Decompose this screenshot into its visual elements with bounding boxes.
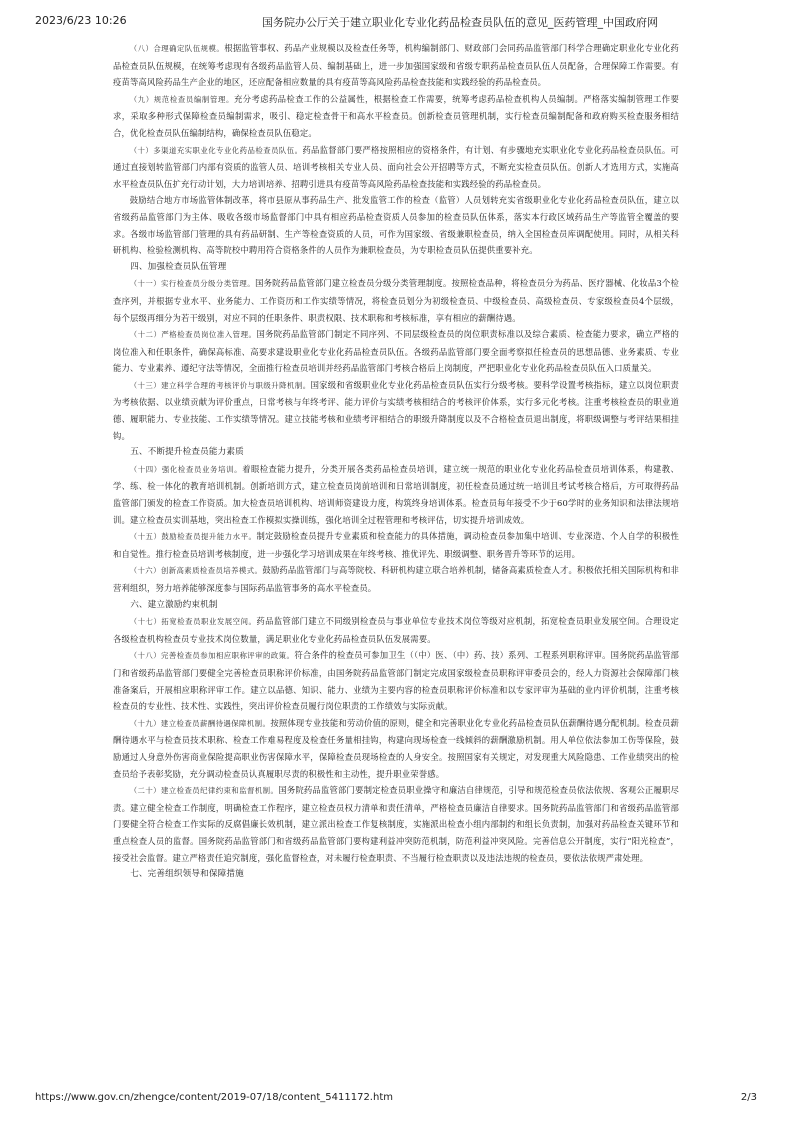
paragraph-text: 国务院药品监管部门制定不同序列、不同层级检查员的岗位职责标准以及综合素质、检查能力要求，确立严格的岗位准入和任职条件，确保高标准、高要求建设职业化专业化药品检查员队伍。各级药品监管部门要全面考察拟任检查员的思想品德、业务素质、专业能力、专业素养、遵纪守法等情况，全面推行检查员培训并经药品监管部门考核合格后上岗制度，严把职业化专业化药品检查员队伍入口质量关。: [113, 329, 679, 374]
paragraph: [113, 613, 679, 647]
paragraph: [113, 782, 679, 866]
paragraph: [113, 40, 679, 91]
paragraph: [113, 192, 679, 258]
section-heading: [113, 259, 679, 276]
document-body: [113, 40, 679, 1080]
section-heading: [113, 444, 679, 461]
paragraph-text: 七、完善组织领导和保障措施: [130, 869, 244, 880]
paragraph: [113, 715, 679, 782]
paragraph: [113, 647, 679, 714]
paragraph: [113, 528, 679, 562]
paragraph-text: 国务院药品监管部门要制定检查员职业操守和廉洁自律规范，引导和规范检查员依法依规、客观公正履职尽责。建立健全检查工作制度，明确检查工作程序，建立检查员权力清单和责任清单，严格检查员廉洁自律要求。国务院药品监管部门和省级药品监管部门要健全符合检查工作实际的反腐倡廉长效机制，建立派出检查工作复核制度，实施派出检查小组内部制约和组长负责制，加强对药品检查关键环节和重点检查人员的监督。国务院药品监管部门和省级药品监管部门要构建利益冲突防范机制，防范利益冲突风险。完善信息公开制度，实行“阳光检查”，接受社会监督。建立严格责任追究制度，强化监督检查，对未履行检查职责、不当履行检查职责以及违法违规的检查员，要依法依规严肃处理。: [113, 785, 679, 863]
paragraph-text: 国家级和省级职业化专业化药品检查员队伍实行分级考核。要科学设置考核指标，建立以岗位职责为考核依据、以业绩贡献为评价重点，日常考核与年终考评、能力评价与实绩考核相结合的考核评价体系，实行多元化考核。注重考核检查员的职业道德、履职能力、专业技能、工作实绩等情况。建立技能考核和业绩考评相结合的职级升降制度以及不合格检查员退出制度，将职级调整与考评结果相挂钩。: [113, 379, 679, 441]
paragraph-text: 着眼检查能力提升，分类开展各类药品检查员培训，建立统一规范的职业化专业化药品检查员培训体系，构建教、学、练、检一体化的教育培训机制。创新培训方式，建立检查员岗前培训和日常培训制度，初任检查员通过统一培训且考试考核合格后，方可取得药品监管部门颁发的检查工作资质。加大检查员培训机构、培训师资建设力度，构筑终身培训体系。检查员每年接受不少于60学时的业务知识和法律法规培训。建立检查员实训基地，突出检查工作模拟实操训练，强化培训全过程管理和考核评估，切实提升培训成效。: [113, 463, 679, 525]
paragraph-text: 制定鼓励检查员提升专业素质和检查能力的具体措施，调动检查员参加集中培训、专业深造、个人自学的积极性和自觉性。推行检查员培训考核制度，进一步强化学习培训成果在年终考核、推优评先、职级调整、职务晋升等环节的运用。: [113, 531, 679, 559]
paragraph: [113, 275, 679, 326]
paragraph-text: 充分考虑药品检查工作的公益属性，根据检查工作需要，统筹考虑药品检查机构人员编制。严格落实编制管理工作要求，采取多种形式保障检查员编制需求，吸引、稳定检查骨干和高水平检查员。创新检查员管理机制，实行检查员编制配备和政府购买检查服务相结合，优化检查员队伍编制结构，确保检查员队伍稳定。: [113, 93, 679, 138]
paragraph-text: 四、加强检查员队伍管理: [130, 261, 227, 272]
paragraph-lead: （九）规范检查员编制管理。: [129, 94, 235, 104]
paragraph-text: 五、不断提升检查员能力素质: [130, 447, 244, 458]
paragraph-text: 鼓励结合地方市场监管体制改革，将市县原从事药品生产、批发监管工作的检查（监管）人员划转充实省级职业化专业化药品检查员队伍，建立以省级药品监管部门为主体、吸收各级市场监督部门中具有相应药品检查资质人员参加的检查员队伍体系，落实本行政区域药品生产等监管全覆盖的要求。各级市场监管部门管理的具有药品研制、生产等检查资质的人员，可作为国家级、省级兼职检查员，纳入全国检查员库调配使用。同时，从相关科研机构、检验检测机构、高等院校中聘用符合资格条件的人员作为兼职检查员，为专职检查员队伍提供重要补充。: [113, 195, 679, 256]
paragraph-text: 药品监督部门要严格按照相应的资格条件，有计划、有步骤地充实职业化专业化药品检查员队伍。可通过直接划转监管部门内部有资质的监管人员、培训考核相关专业人员、面向社会公开招聘等方式，不断充实检查员队伍。创新人才选用方式，实施高水平检查员队伍扩充行动计划，大力培训培养、招聘引进具有疫苗等高风险药品检查技能和实践经验的药品检查员。: [113, 144, 679, 189]
page-title: 国务院办公厅关于建立职业化专业化药品检查员队伍的意见_医药管理_中国政府网: [262, 16, 658, 29]
page-url[interactable]: https://www.gov.cn/zhengce/content/2019-07/18/content_5411172.htm: [35, 1092, 393, 1103]
paragraph: [113, 326, 679, 377]
paragraph: [113, 142, 679, 193]
paragraph: [113, 562, 679, 596]
paragraph-lead: （十九）建立检查员薪酬待遇保障机制。: [129, 718, 271, 728]
paragraph-text: 根据监管事权、药品产业规模以及检查任务等，机构编制部门、财政部门会同药品监管部门科学合理确定职业化专业化药品检查员队伍规模，在统筹考虑现有各级药品监管人员、编制基础上，进一步加强国家级和省级专职药品检查员队伍人员配备，合理保障工作需要。有疫苗等高风险药品生产企业的地区，还应配备相应数量的具有疫苗等高风险药品检查技能和实践经验的药品检查员。: [113, 43, 679, 88]
section-heading: [113, 866, 679, 883]
paragraph-lead: （十一）实行检查员分级分类管理。: [129, 279, 256, 289]
paragraph-text: 药品监管部门建立不同级别检查员与事业单位专业技术岗位等级对应机制，拓宽检查员职业发展空间。合理设定各级检查机构检查员专业技术岗位数量，满足职业化专业化药品检查员队伍发展需要。: [113, 616, 679, 644]
paragraph-lead: （十八）完善检查员参加相应职称评审的政策。: [129, 651, 295, 661]
paragraph-text: 国务院药品监管部门建立检查员分级分类管理制度。按照检查品种，将检查员分为药品、医疗器械、化妆品3个检查序列，并根据专业水平、业务能力、工作资历和工作实绩等情况，将检查员划分为初级检查员、中级检查员、高级检查员、专家级检查员4个层级，每个层级再细分为若干级别，对应不同的任职条件、职责权限、技术职称和考核标准，享有相应的薪酬待遇。: [113, 278, 679, 323]
page-number: 2/3: [740, 1092, 757, 1103]
paragraph-lead: （十六）创新高素质检查员培养模式。: [129, 566, 263, 576]
paragraph: [113, 461, 679, 528]
paragraph-lead: （十二）严格检查员岗位准入管理。: [129, 330, 257, 340]
paragraph-text: 符合条件的检查员可参加卫生（（中）医、（中）药、技）系列、工程系列职称评审。国务院药品监管部门和省级药品监管部门要健全完善检查员职称评价标准，由国务院药品监管部门制定完成国家级检查员职称评审委员会的，经人力资源社会保障部门核准备案后，开展相应职称评审工作。建立以品德、知识、能力、业绩为主要内容的检查员职称评价标准和以专家评审为基础的业内评价机制，注重考核检查员的专业性、技术性、实践性，突出评价检查员履行岗位职责的工作绩效与实际贡献。: [113, 650, 679, 712]
print-datetime: 2023/6/23 10:26: [35, 14, 127, 27]
paragraph-lead: （十四）强化检查员业务培训。: [129, 464, 243, 474]
paragraph-lead: （八）合理确定队伍规模。: [129, 44, 225, 53]
paragraph-lead: （十七）拓宽检查员职业发展空间。: [129, 617, 257, 627]
paragraph-lead: （二十）建立检查员纪律约束和监督机制。: [129, 786, 279, 796]
paragraph-lead: （十三）建立科学合理的考核评价与职级升降机制。: [129, 380, 311, 390]
section-heading: [113, 597, 679, 614]
paragraph: [113, 377, 679, 444]
paragraph-lead: （十五）鼓励检查员提升能力水平。: [129, 532, 257, 542]
paragraph-lead: （十）多渠道充实职业化专业化药品检查员队伍。: [129, 145, 303, 155]
paragraph-text: 六、建立激励约束机制: [130, 599, 218, 610]
paragraph-text: 按照体现专业技能和劳动价值的原则，健全和完善职业化专业化药品检查员队伍薪酬待遇分配机制。检查员薪酬待遇水平与检查员技术职称、检查工作难易程度及检查任务量相挂钩，构建向现场检查一线倾斜的薪酬激励机制。用人单位依法参加工伤等保险，鼓励通过人身意外伤害商业保险提高职业伤害保障水平，保障检查员现场检查的人身安全。按照国家有关规定，对发现重大风险隐患、工作业绩突出的检查员给予表彰奖励，充分调动检查员认真履职尽责的积极性和主动性，提升职业荣誉感。: [113, 717, 679, 779]
paragraph-text: 鼓励药品监管部门与高等院校、科研机构建立联合培养机制，储备高素质检查人才。积极依托相关国际机构和非营利组织，努力培养能够深度参与国际药品监管事务的高水平检查员。: [113, 565, 679, 593]
paragraph: [113, 91, 679, 142]
